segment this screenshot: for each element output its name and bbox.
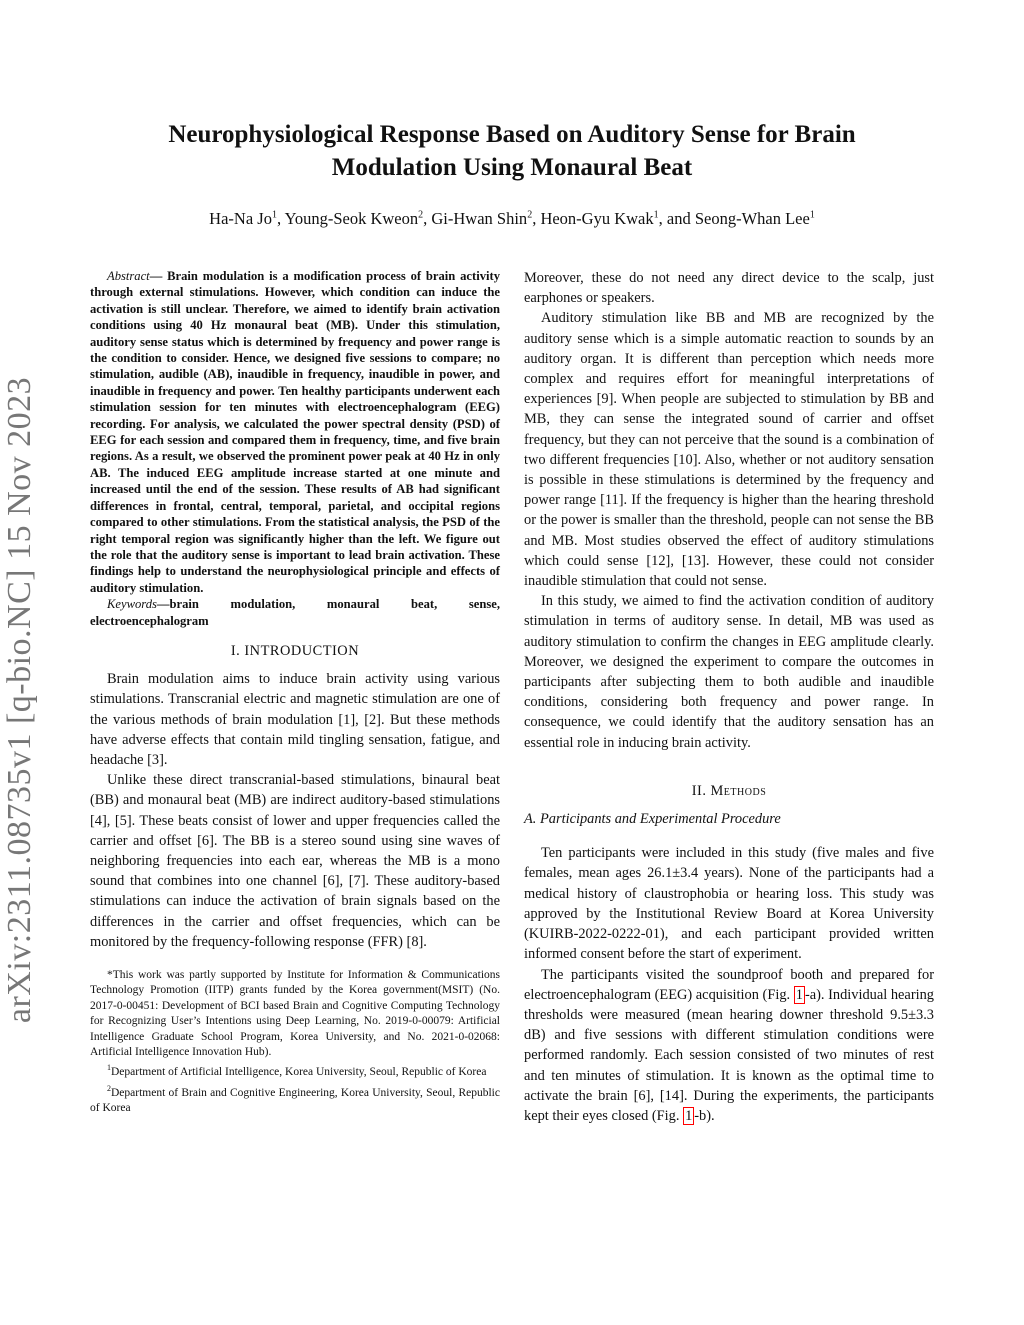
footnotes — [90, 968, 500, 1116]
author-affiliation: 1 — [653, 209, 659, 221]
paper-title — [110, 118, 914, 184]
subsection-heading-participants: A. Participants and Experimental Procedure — [524, 811, 781, 828]
methods-paragraph-1: Ten participants were included in this study (five males and five females, mean ages 26.1±3.4 years). None of the participants had a medical history of claustrophobia or hearing loss. This study was approved by the Institutional Review Board at Korea University (KUIRB-2022-0222-01), and each participant provided written informed consent before the start of experiment. — [524, 845, 934, 963]
title-line-2: Modulation Using Monaural Beat — [331, 154, 693, 181]
section-heading-introduction: I. INTRODUCTION — [230, 642, 360, 659]
left-column — [90, 268, 500, 1116]
intro-paragraph-2: Unlike these direct transcranial-based stimulations, binaural beat (BB) and monaural beat (MB) are indirect auditory-based stimulations [4], [5]. These beats consist of lower and upper frequencies called the carrier and offset [6]. The BB is a stereo sound using sine waves of neighboring frequencies into each ear, whereas the MB is a mono sound that combines into one channel [6], [7]. These auditory-based stimulations can induce the activation of brain signals based on the differences in the carrier and offset frequencies, which can be monitored by the frequency-following response (FFR) [8]. — [90, 772, 500, 950]
keywords-text: —brain modulation, monaural beat, sense, electroencephalogram — [90, 597, 500, 628]
methods-paragraph-2 — [524, 965, 934, 1127]
author-separator: , — [532, 209, 541, 228]
footnote-aff1-text: Department of Artificial Intelligence, Korea University, Seoul, Republic of Korea — [111, 1066, 487, 1079]
author-name: Gi-Hwan Shin — [431, 209, 528, 228]
footnote-aff2-text: Department of Brain and Cognitive Engineering, Korea University, Seoul, Republic of Korea — [90, 1086, 500, 1114]
author-name: Seong-Whan Lee — [694, 209, 810, 228]
author-name: Ha-Na Jo — [209, 209, 272, 228]
section-name: Methods — [710, 782, 767, 799]
author-affiliation: 2 — [418, 209, 424, 221]
author-affiliation: 2 — [527, 209, 533, 221]
section-heading-methods — [524, 781, 934, 801]
author-affiliation: 1 — [271, 209, 277, 221]
author-separator: , — [276, 209, 285, 228]
methods-p2-part-c: -b). — [694, 1107, 715, 1124]
methods-p2-part-b: -a). Individual hearing thresholds were measured (mean hearing downer threshold 9.5±3.3 dB) and five sessions with different stimulation conditions were performed randomly. Each session consisted of two minutes of rest and ten minutes of stimulation. It is known as the optimal time to activate the brain [6], [14]. During the experiments, the participants kept their eyes closed (Fig. — [524, 986, 935, 1124]
title-line-1: Neurophysiological Response Based on Auditory Sense for Brain — [168, 121, 856, 148]
figure-link[interactable]: 1 — [685, 1107, 693, 1124]
intro-paragraph-4: In this study, we aimed to find the activation condition of auditory stimulation in terms of auditory sense. In detail, MB was used as auditory stimulation to confirm the changes in EEG amplitude clearly. Moreover, we designed the experiment to compare the outcomes in participants after subjecting them to both audible and inaudible conditions, considering both frequency and power range. In consequence, we could identify that the auditory sensation has an essential role in inducing brain activity. — [524, 593, 934, 751]
footnote-affiliation-1 — [90, 1060, 500, 1080]
author-separator: , and — [658, 209, 695, 228]
footnote-affiliation-2 — [90, 1081, 500, 1117]
keywords-label: Keywords — [107, 597, 157, 612]
figure-link[interactable]: 1 — [795, 986, 803, 1003]
author-affiliation: 1 — [809, 209, 815, 221]
author-list — [110, 209, 914, 229]
footnote-funding: *This work was partly supported by Institute for Information & Communications Technology Promotion (IITP) grants funded by the Korea government(MSIT) (No. 2017-0-00451: Development of BCI based Brain and Cognitive Computing Technology for Recognizing User’s Intentions using Deep Learning, No. 2019-0-00079: Artificial Intelligence Graduate School Program, Korea University, and No. 2021-0-02068: Artificial Intelligence Innovation Hub). — [90, 968, 500, 1059]
intro-paragraph-continued: Moreover, these do not need any direct device to the scalp, just earphones or speakers. — [524, 270, 934, 307]
abstract — [90, 268, 500, 596]
footnote-mark-1: 1 — [107, 1063, 111, 1073]
abstract-text: Brain modulation is a modification process of brain activity through external stimulations. However, which condition can induce the activation is still unclear. Therefore, we aimed to identify brain activation conditions using 40 Hz monaural beat (MB). Under this stimulation, auditory sense status which is determined by frequency and power range is the condition to consider. Hence, we designed five sessions to compare; no stimulation, audible (AB), inaudible in frequency, inaudible in power, and inaudible in frequency and power. Ten healthy participants underwent each stimulation session for ten minutes with electroencephalogram (EEG) recording. For analysis, we calculated the power spectral density (PSD) of EEG for each session and compared them in frequency, time, and five brain regions. As a result, we observed the prominent power peak at 40 Hz in only AB. The induced EEG amplitude increase started at one minute and increased until the end of the session. These results of AB had significant differences in frontal, central, temporal, parietal, and occipital regions compared to other stimulations. From the statistical analysis, the PSD of the right temporal region was significantly higher than the left. We figure out the role that the auditory sense is important to lead brain activation. These findings help to understand the neurophysiological principle and effects of auditory stimulation. — [90, 269, 500, 595]
footnote-mark-2: 2 — [107, 1083, 111, 1093]
section-number: II. — [691, 782, 711, 799]
methods-p2-part-a: The participants visited the soundproof booth and prepared for electroencephalogram (EEG) acquisition (Fig. — [524, 966, 934, 1003]
arxiv-identifier: arXiv:2311.08735v1 [q-bio.NC] 15 Nov 2023 — [1, 376, 38, 1024]
keywords — [90, 596, 500, 629]
right-column — [524, 268, 934, 1126]
author-name: Heon-Gyu Kwak — [540, 209, 654, 228]
intro-paragraph-3: Auditory stimulation like BB and MB are recognized by the auditory sense which is a simple automatic reaction to sounds by an auditory organ. It is different than perception which needs more complex and requires effort for meaningful interpretations of experiences [9]. When people are subjected to stimulation by BB and MB, they can sense the integrated sound of carrier and offset frequency, but they can not perceive that the sound is a combination of two different frequencies [10]. Also, whether or not auditory sensation is possible in these stimulations is determined by the frequency and power range [11]. If the frequency is higher than the hearing threshold or the power is smaller than the threshold, people can not sense the BB and MB. Most studies observed the effect of auditory stimulations which could sense [12], [13]. However, these could not consider inaudible stimulation that could not sense. — [524, 310, 934, 590]
author-name: Young-Seok Kweon — [284, 209, 419, 228]
abstract-dash: — — [149, 269, 168, 283]
intro-paragraph-1: Brain modulation aims to induce brain activity using various stimulations. Transcranial electric and magnetic stimulation are one of the various methods of brain modulation [1], [2]. But these methods have adverse effects that contain mild tingling sensation, fatigue, and headache [3]. — [90, 671, 500, 768]
abstract-label: Abstract — [107, 269, 150, 283]
author-separator: , — [423, 209, 432, 228]
